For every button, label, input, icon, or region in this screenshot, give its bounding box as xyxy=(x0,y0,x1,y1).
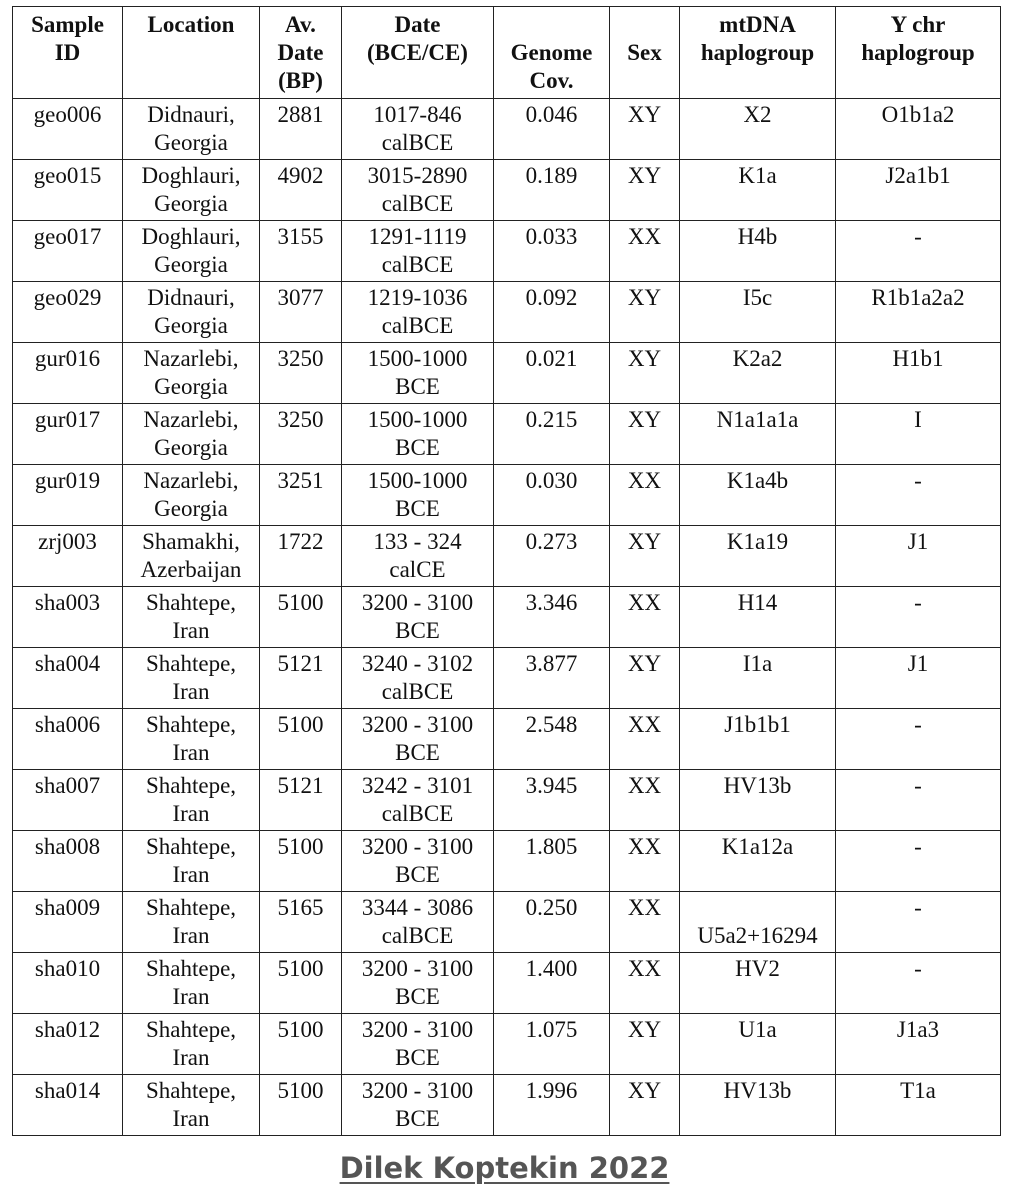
table-row xyxy=(13,282,1001,343)
cell-av-date: 3250 xyxy=(260,404,342,465)
table-row xyxy=(13,343,1001,404)
cell-mtdna-haplogroup: J1b1b1 xyxy=(680,709,836,770)
cell-av-date: 5100 xyxy=(260,709,342,770)
cell-location: Didnauri, Georgia xyxy=(123,282,260,343)
cell-y-chr-haplogroup: T1a xyxy=(836,1075,1001,1136)
cell-date: 1500-1000 BCE xyxy=(342,465,494,526)
cell-av-date: 5165 xyxy=(260,892,342,953)
cell-date: 1291-1119 calBCE xyxy=(342,221,494,282)
cell-av-date: 5100 xyxy=(260,953,342,1014)
cell-sample-id: zrj003 xyxy=(13,526,123,587)
cell-mtdna-haplogroup: K1a19 xyxy=(680,526,836,587)
cell-date: 1500-1000 BCE xyxy=(342,404,494,465)
cell-sex: XX xyxy=(610,221,680,282)
table-row xyxy=(13,831,1001,892)
cell-sex: XY xyxy=(610,160,680,221)
table-row xyxy=(13,770,1001,831)
table-row xyxy=(13,526,1001,587)
cell-y-chr-haplogroup: J2a1b1 xyxy=(836,160,1001,221)
cell-y-chr-haplogroup: - xyxy=(836,770,1001,831)
cell-sample-id: sha012 xyxy=(13,1014,123,1075)
header-row xyxy=(13,7,1001,99)
cell-y-chr-haplogroup: - xyxy=(836,709,1001,770)
cell-av-date: 2881 xyxy=(260,99,342,160)
cell-date: 1017-846 calBCE xyxy=(342,99,494,160)
cell-genome-cov: 0.046 xyxy=(494,99,610,160)
cell-genome-cov: 2.548 xyxy=(494,709,610,770)
cell-sex: XY xyxy=(610,343,680,404)
cell-location: Shahtepe, Iran xyxy=(123,770,260,831)
cell-y-chr-haplogroup: J1 xyxy=(836,648,1001,709)
cell-genome-cov: 3.945 xyxy=(494,770,610,831)
cell-mtdna-haplogroup: H4b xyxy=(680,221,836,282)
header-y-chr-haplogroup: Y chr haplogroup xyxy=(836,7,1001,99)
cell-y-chr-haplogroup: - xyxy=(836,587,1001,648)
cell-genome-cov: 1.996 xyxy=(494,1075,610,1136)
header-date-bce-ce: Date (BCE/CE) xyxy=(342,7,494,99)
cell-date: 1500-1000 BCE xyxy=(342,343,494,404)
cell-genome-cov: 3.346 xyxy=(494,587,610,648)
cell-y-chr-haplogroup: - xyxy=(836,221,1001,282)
cell-date: 3200 - 3100 BCE xyxy=(342,1014,494,1075)
cell-date: 3242 - 3101 calBCE xyxy=(342,770,494,831)
cell-location: Nazarlebi, Georgia xyxy=(123,465,260,526)
cell-y-chr-haplogroup: - xyxy=(836,831,1001,892)
author-credit: Dilek Koptekin 2022 xyxy=(339,1151,670,1185)
table-row xyxy=(13,465,1001,526)
cell-genome-cov: 1.805 xyxy=(494,831,610,892)
cell-sex: XX xyxy=(610,892,680,953)
cell-av-date: 4902 xyxy=(260,160,342,221)
cell-sex: XY xyxy=(610,404,680,465)
cell-mtdna-haplogroup: K1a xyxy=(680,160,836,221)
cell-y-chr-haplogroup: H1b1 xyxy=(836,343,1001,404)
header-genome-cov: Genome Cov. xyxy=(494,7,610,99)
header-location: Location xyxy=(123,7,260,99)
cell-date: 3344 - 3086 calBCE xyxy=(342,892,494,953)
cell-sex: XY xyxy=(610,282,680,343)
table-row xyxy=(13,221,1001,282)
cell-location: Shahtepe, Iran xyxy=(123,831,260,892)
cell-sample-id: sha010 xyxy=(13,953,123,1014)
cell-sample-id: sha007 xyxy=(13,770,123,831)
cell-sample-id: geo015 xyxy=(13,160,123,221)
cell-sample-id: gur019 xyxy=(13,465,123,526)
cell-sample-id: sha004 xyxy=(13,648,123,709)
cell-av-date: 3250 xyxy=(260,343,342,404)
cell-y-chr-haplogroup: - xyxy=(836,892,1001,953)
cell-y-chr-haplogroup: R1b1a2a2 xyxy=(836,282,1001,343)
cell-location: Doghlauri, Georgia xyxy=(123,160,260,221)
cell-date: 3015-2890 calBCE xyxy=(342,160,494,221)
cell-genome-cov: 0.273 xyxy=(494,526,610,587)
cell-y-chr-haplogroup: O1b1a2 xyxy=(836,99,1001,160)
cell-av-date: 3155 xyxy=(260,221,342,282)
cell-sample-id: gur017 xyxy=(13,404,123,465)
cell-location: Shahtepe, Iran xyxy=(123,892,260,953)
cell-sample-id: gur016 xyxy=(13,343,123,404)
cell-sex: XX xyxy=(610,953,680,1014)
table-row xyxy=(13,1075,1001,1136)
table-row xyxy=(13,648,1001,709)
cell-sex: XX xyxy=(610,831,680,892)
cell-y-chr-haplogroup: J1a3 xyxy=(836,1014,1001,1075)
cell-sex: XX xyxy=(610,709,680,770)
table-row xyxy=(13,709,1001,770)
cell-mtdna-haplogroup: HV2 xyxy=(680,953,836,1014)
cell-genome-cov: 0.250 xyxy=(494,892,610,953)
cell-location: Shahtepe, Iran xyxy=(123,709,260,770)
cell-y-chr-haplogroup: - xyxy=(836,465,1001,526)
cell-y-chr-haplogroup: I xyxy=(836,404,1001,465)
cell-mtdna-haplogroup: K2a2 xyxy=(680,343,836,404)
cell-genome-cov: 0.215 xyxy=(494,404,610,465)
cell-y-chr-haplogroup: J1 xyxy=(836,526,1001,587)
cell-sex: XX xyxy=(610,770,680,831)
cell-genome-cov: 1.075 xyxy=(494,1014,610,1075)
cell-location: Shahtepe, Iran xyxy=(123,953,260,1014)
cell-sex: XY xyxy=(610,526,680,587)
table-row xyxy=(13,404,1001,465)
cell-genome-cov: 1.400 xyxy=(494,953,610,1014)
cell-av-date: 5100 xyxy=(260,587,342,648)
table-header xyxy=(13,7,1001,99)
cell-sample-id: sha014 xyxy=(13,1075,123,1136)
cell-av-date: 5100 xyxy=(260,1075,342,1136)
cell-mtdna-haplogroup: HV13b xyxy=(680,770,836,831)
cell-sample-id: sha006 xyxy=(13,709,123,770)
table-row xyxy=(13,99,1001,160)
cell-date: 3240 - 3102 calBCE xyxy=(342,648,494,709)
haplogroup-table xyxy=(12,6,1001,1136)
cell-sample-id: geo017 xyxy=(13,221,123,282)
cell-sample-id: sha003 xyxy=(13,587,123,648)
cell-location: Nazarlebi, Georgia xyxy=(123,404,260,465)
header-sample-id: Sample ID xyxy=(13,7,123,99)
cell-date: 3200 - 3100 BCE xyxy=(342,709,494,770)
cell-date: 133 - 324 calCE xyxy=(342,526,494,587)
cell-sex: XX xyxy=(610,465,680,526)
header-mtdna-haplogroup: mtDNA haplogroup xyxy=(680,7,836,99)
cell-av-date: 5121 xyxy=(260,648,342,709)
cell-av-date: 5100 xyxy=(260,831,342,892)
cell-location: Didnauri, Georgia xyxy=(123,99,260,160)
cell-av-date: 1722 xyxy=(260,526,342,587)
cell-mtdna-haplogroup: K1a12a xyxy=(680,831,836,892)
cell-mtdna-haplogroup: X2 xyxy=(680,99,836,160)
cell-genome-cov: 0.033 xyxy=(494,221,610,282)
cell-mtdna-haplogroup: U5a2+16294 xyxy=(680,892,836,953)
cell-sample-id: geo029 xyxy=(13,282,123,343)
cell-date: 3200 - 3100 BCE xyxy=(342,953,494,1014)
cell-mtdna-haplogroup: H14 xyxy=(680,587,836,648)
cell-genome-cov: 3.877 xyxy=(494,648,610,709)
header-sex: Sex xyxy=(610,7,680,99)
cell-genome-cov: 0.021 xyxy=(494,343,610,404)
cell-location: Nazarlebi, Georgia xyxy=(123,343,260,404)
cell-location: Shamakhi, Azerbaijan xyxy=(123,526,260,587)
cell-sample-id: geo006 xyxy=(13,99,123,160)
cell-date: 1219-1036 calBCE xyxy=(342,282,494,343)
cell-av-date: 5121 xyxy=(260,770,342,831)
cell-mtdna-haplogroup: N1a1a1a xyxy=(680,404,836,465)
cell-sex: XY xyxy=(610,648,680,709)
cell-genome-cov: 0.030 xyxy=(494,465,610,526)
cell-av-date: 3251 xyxy=(260,465,342,526)
cell-location: Shahtepe, Iran xyxy=(123,1014,260,1075)
table-row xyxy=(13,587,1001,648)
cell-sex: XY xyxy=(610,1014,680,1075)
cell-sex: XY xyxy=(610,99,680,160)
cell-date: 3200 - 3100 BCE xyxy=(342,1075,494,1136)
table-row xyxy=(13,1014,1001,1075)
header-av-date: Av. Date (BP) xyxy=(260,7,342,99)
cell-sex: XY xyxy=(610,1075,680,1136)
cell-location: Shahtepe, Iran xyxy=(123,587,260,648)
cell-date: 3200 - 3100 BCE xyxy=(342,587,494,648)
table-row xyxy=(13,953,1001,1014)
cell-location: Doghlauri, Georgia xyxy=(123,221,260,282)
table-body xyxy=(13,99,1001,1136)
cell-mtdna-haplogroup: I1a xyxy=(680,648,836,709)
cell-av-date: 3077 xyxy=(260,282,342,343)
cell-genome-cov: 0.092 xyxy=(494,282,610,343)
cell-mtdna-haplogroup: I5c xyxy=(680,282,836,343)
cell-location: Shahtepe, Iran xyxy=(123,1075,260,1136)
cell-date: 3200 - 3100 BCE xyxy=(342,831,494,892)
cell-sex: XX xyxy=(610,587,680,648)
cell-mtdna-haplogroup: U1a xyxy=(680,1014,836,1075)
cell-genome-cov: 0.189 xyxy=(494,160,610,221)
cell-mtdna-haplogroup: K1a4b xyxy=(680,465,836,526)
cell-location: Shahtepe, Iran xyxy=(123,648,260,709)
table-row xyxy=(13,160,1001,221)
table-row xyxy=(13,892,1001,953)
cell-y-chr-haplogroup: - xyxy=(836,953,1001,1014)
cell-sample-id: sha009 xyxy=(13,892,123,953)
cell-sample-id: sha008 xyxy=(13,831,123,892)
cell-mtdna-haplogroup: HV13b xyxy=(680,1075,836,1136)
cell-av-date: 5100 xyxy=(260,1014,342,1075)
